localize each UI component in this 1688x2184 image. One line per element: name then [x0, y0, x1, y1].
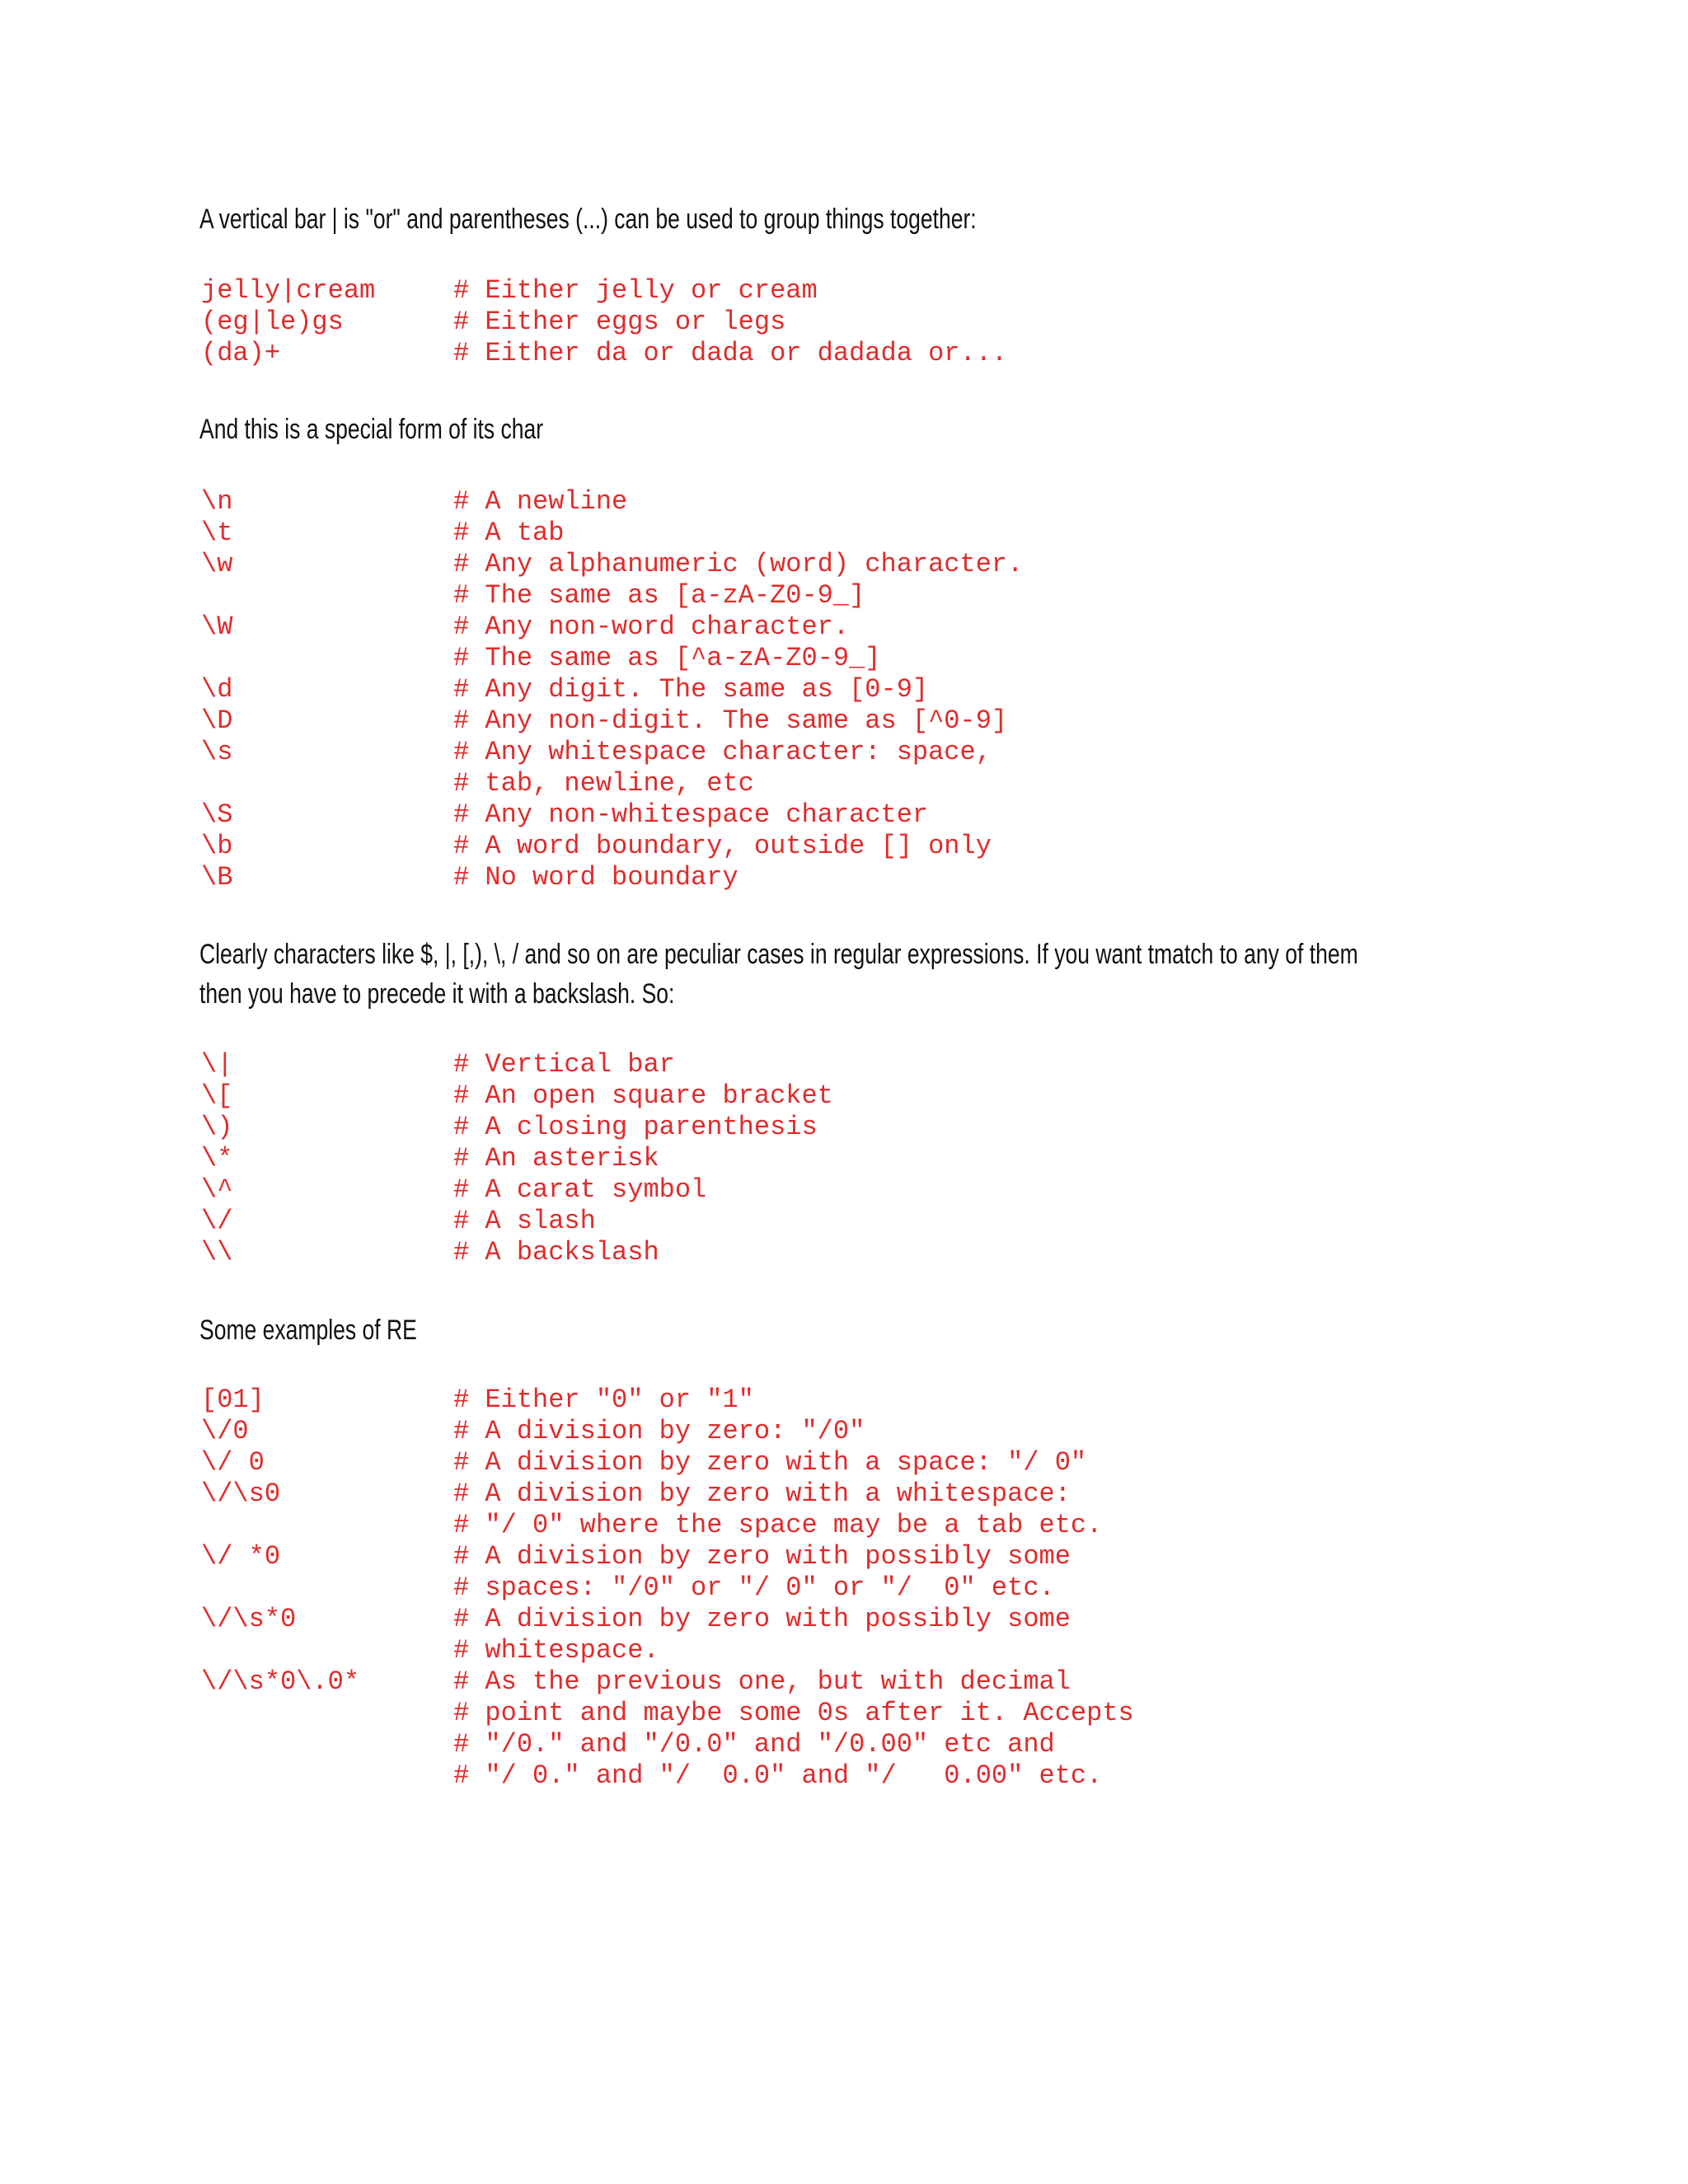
- regex-comment: # Either eggs or legs: [453, 307, 786, 337]
- code-line: [201, 1080, 833, 1112]
- regex-comment: # A division by zero with a whitespace:: [453, 1479, 1071, 1509]
- regex-pattern: \|: [201, 1049, 233, 1080]
- code-line: [201, 1049, 833, 1080]
- regex-comment: # A carat symbol: [453, 1174, 707, 1205]
- regex-comment: # Any non-digit. The same as [^0-9]: [453, 705, 1008, 736]
- regex-pattern: \B: [201, 862, 233, 893]
- regex-comment: # An open square bracket: [453, 1080, 833, 1111]
- regex-comment: # A division by zero with a space: "/ 0": [453, 1447, 1087, 1478]
- code-line: [201, 1143, 833, 1174]
- regex-comment: # Any non-whitespace character: [453, 799, 929, 830]
- regex-pattern: (da)+: [201, 338, 281, 368]
- regex-comment: # A slash: [453, 1206, 596, 1236]
- regex-comment: # No word boundary: [453, 862, 738, 893]
- regex-pattern: \/0: [201, 1416, 249, 1446]
- regex-pattern: \/ 0: [201, 1447, 265, 1478]
- code-line: [201, 643, 1023, 674]
- regex-comment: # "/ 0." and "/ 0.0" and "/ 0.00" etc.: [453, 1760, 1103, 1791]
- regex-pattern: \\: [201, 1237, 233, 1268]
- regex-pattern: [201, 768, 453, 799]
- regex-comment: # A tab: [453, 518, 565, 548]
- code-line: [201, 1447, 1134, 1479]
- regex-pattern: [201, 643, 453, 674]
- regex-comment: # "/ 0" where the space may be a tab etc.: [453, 1510, 1103, 1540]
- regex-comment: # As the previous one, but with decimal: [453, 1666, 1071, 1697]
- regex-pattern: \/\s*0\.0*: [201, 1666, 360, 1697]
- escape-paragraph-line1: Clearly characters like $, |, [,), \, / and so on are peculiar cases in regular expressions. If you want tmatch to any of them: [199, 939, 1358, 970]
- code-line: [201, 1541, 1134, 1572]
- regex-pattern: \D: [201, 705, 233, 736]
- regex-pattern: \S: [201, 799, 233, 830]
- code-line: [201, 737, 1023, 768]
- regex-comment: # A word boundary, outside [] only: [453, 831, 992, 861]
- code-line: [201, 1635, 1134, 1666]
- code-line: [201, 1698, 1134, 1729]
- regex-pattern: [201, 1760, 453, 1792]
- regex-pattern: [201, 1510, 453, 1541]
- code-line: [201, 338, 1007, 369]
- regex-comment: # spaces: "/0" or "/ 0" or "/ 0" etc.: [453, 1572, 1055, 1603]
- regex-pattern: [201, 1635, 453, 1666]
- special-form-paragraph: And this is a special form of its char: [199, 414, 544, 445]
- regex-comment: # A backslash: [453, 1237, 659, 1268]
- regex-pattern: [201, 580, 453, 612]
- code-line: [201, 1237, 833, 1268]
- code-line: [201, 486, 1023, 518]
- code-line: [201, 1604, 1134, 1635]
- regex-comment: # The same as [a-zA-Z0-9_]: [453, 580, 865, 611]
- regex-comment: # Any whitespace character: space,: [453, 737, 992, 767]
- regex-comment: # Vertical bar: [453, 1049, 675, 1080]
- regex-pattern: \): [201, 1112, 233, 1142]
- intro-paragraph: A vertical bar | is "or" and parentheses (...) can be used to group things together:: [199, 204, 977, 235]
- regex-pattern: \s: [201, 737, 233, 767]
- regex-comment: # A division by zero with possibly some: [453, 1541, 1071, 1572]
- regex-pattern: \/\s*0: [201, 1604, 297, 1634]
- regex-pattern: \b: [201, 831, 233, 861]
- regex-pattern: \*: [201, 1143, 233, 1174]
- code-block-special-chars: [201, 486, 1023, 893]
- regex-pattern: [201, 1572, 453, 1604]
- regex-pattern: \w: [201, 549, 233, 579]
- regex-pattern: \/: [201, 1206, 233, 1236]
- regex-comment: # A closing parenthesis: [453, 1112, 818, 1142]
- regex-pattern: \W: [201, 612, 233, 642]
- code-line: [201, 705, 1023, 737]
- code-line: [201, 612, 1023, 643]
- code-line: [201, 275, 1007, 307]
- regex-comment: # The same as [^a-zA-Z0-9_]: [453, 643, 881, 673]
- regex-pattern: \[: [201, 1080, 233, 1111]
- code-block-examples: [201, 1385, 1134, 1792]
- code-block-escapes: [201, 1049, 833, 1268]
- code-line: [201, 1729, 1134, 1760]
- regex-pattern: \t: [201, 518, 233, 548]
- regex-pattern: (eg|le)gs: [201, 307, 344, 337]
- regex-comment: # whitespace.: [453, 1635, 659, 1666]
- regex-comment: # Either jelly or cream: [453, 275, 818, 306]
- code-line: [201, 1760, 1134, 1792]
- regex-pattern: \^: [201, 1174, 233, 1205]
- code-line: [201, 862, 1023, 893]
- code-line: [201, 1666, 1134, 1698]
- regex-pattern: [01]: [201, 1385, 265, 1415]
- code-line: [201, 799, 1023, 831]
- code-line: [201, 1385, 1134, 1416]
- code-line: [201, 549, 1023, 580]
- code-line: [201, 1479, 1134, 1510]
- regex-comment: # Either da or dada or dadada or...: [453, 338, 1008, 368]
- escape-paragraph-line2: then you have to precede it with a backslash. So:: [199, 978, 675, 1010]
- code-line: [201, 1510, 1134, 1541]
- regex-comment: # tab, newline, etc: [453, 768, 754, 799]
- code-line: [201, 674, 1023, 705]
- code-line: [201, 307, 1007, 338]
- regex-comment: # Any alphanumeric (word) character.: [453, 549, 1024, 579]
- code-line: [201, 518, 1023, 549]
- regex-pattern: \d: [201, 674, 233, 705]
- regex-pattern: [201, 1698, 453, 1729]
- regex-comment: # "/0." and "/0.0" and "/0.00" etc and: [453, 1729, 1055, 1760]
- code-line: [201, 768, 1023, 799]
- regex-comment: # A division by zero: "/0": [453, 1416, 865, 1446]
- regex-pattern: [201, 1729, 453, 1760]
- code-line: [201, 1572, 1134, 1604]
- code-line: [201, 1206, 833, 1237]
- regex-comment: # Any digit. The same as [0-9]: [453, 674, 929, 705]
- regex-comment: # An asterisk: [453, 1143, 659, 1174]
- code-block-alternation: [201, 275, 1007, 369]
- regex-pattern: jelly|cream: [201, 275, 376, 306]
- regex-pattern: \n: [201, 486, 233, 517]
- regex-pattern: \/\s0: [201, 1479, 281, 1509]
- code-line: [201, 1174, 833, 1206]
- code-line: [201, 831, 1023, 862]
- regex-pattern: \/ *0: [201, 1541, 281, 1572]
- code-line: [201, 580, 1023, 612]
- examples-paragraph: Some examples of RE: [199, 1315, 417, 1346]
- regex-comment: # A division by zero with possibly some: [453, 1604, 1071, 1634]
- regex-comment: # Any non-word character.: [453, 612, 850, 642]
- code-line: [201, 1112, 833, 1143]
- regex-comment: # point and maybe some 0s after it. Accepts: [453, 1698, 1134, 1728]
- regex-comment: # Either "0" or "1": [453, 1385, 754, 1415]
- regex-comment: # A newline: [453, 486, 628, 517]
- code-line: [201, 1416, 1134, 1447]
